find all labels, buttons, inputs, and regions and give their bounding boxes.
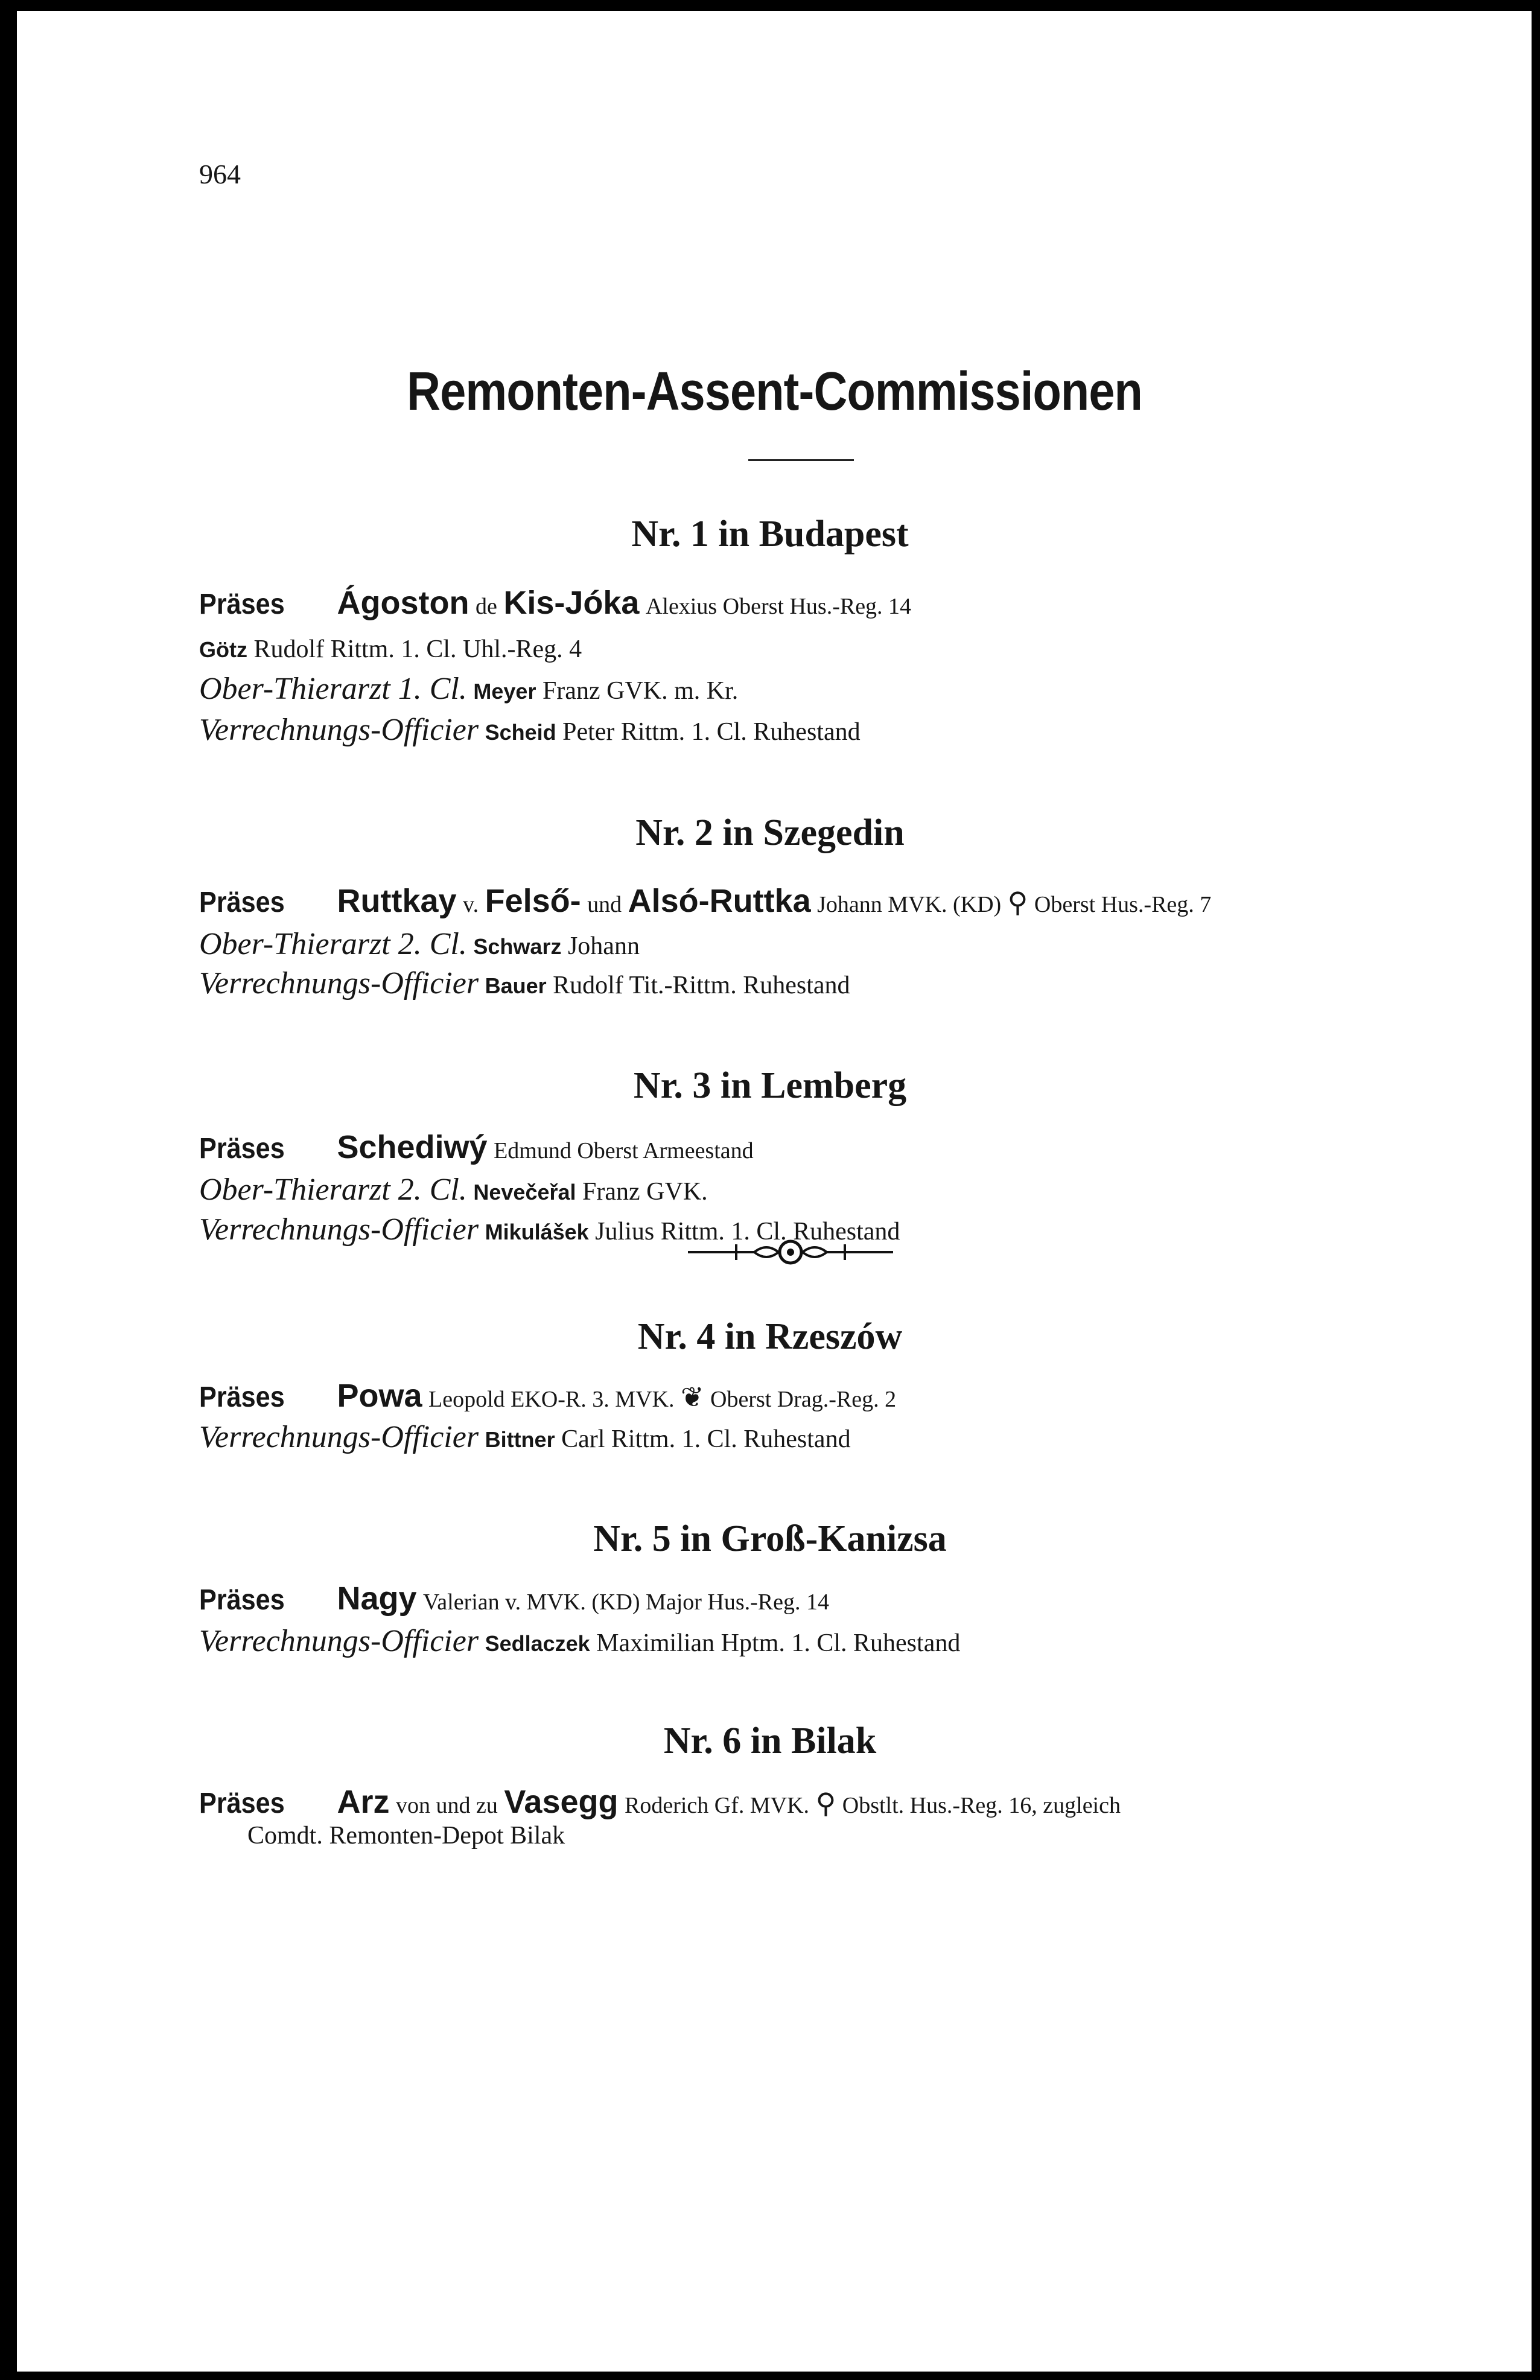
officier-name: Bittner (485, 1427, 555, 1452)
officier-label: Verrechnungs-Officier (199, 713, 479, 747)
section-heading-bilak: Nr. 6 in Bilak (663, 1720, 877, 1761)
officier-details: Julius Rittm. 1. Cl. Ruhestand (595, 1218, 900, 1246)
praeses-place: Felső- (485, 883, 581, 919)
officier-name: Scheid (485, 720, 556, 745)
scan-border-bottom (0, 2372, 1540, 2380)
praeses-particle: de (475, 594, 497, 619)
praeses-rank: Oberst Hus.-Reg. 7 (1034, 892, 1212, 917)
officier-details: Rudolf Tit.-Rittm. Ruhestand (553, 972, 850, 999)
praeses-details: Edmund Oberst Armeestand (494, 1138, 754, 1163)
section-heading-lemberg: Nr. 3 in Lemberg (633, 1065, 907, 1106)
praeses-surname: Arz (337, 1784, 390, 1820)
officier-line-gross-kanizsa (199, 1623, 960, 1659)
praeses-particle: v. (463, 892, 479, 917)
officier-line-szegedin (199, 966, 850, 1001)
officier-label: Verrechnungs-Officier (199, 1212, 479, 1247)
praeses-rank: Obstlt. Hus.-Reg. 16, zugleich (842, 1793, 1121, 1818)
praeses-place: Kis-Jóka (503, 585, 640, 621)
praeses-line-budapest (199, 584, 911, 622)
praeses-label: Präses (199, 1133, 285, 1165)
page-number: 964 (199, 159, 241, 189)
praeses-place: Vasegg (504, 1784, 619, 1820)
praeses-particle-und: und (587, 892, 622, 917)
thierarzt-name: Nevečeřal (473, 1180, 576, 1204)
praeses-label: Präses (199, 886, 285, 918)
section-heading-rzeszow: Nr. 4 in Rzeszów (637, 1316, 903, 1357)
officier-name: Mikulášek (485, 1220, 589, 1244)
member-line-budapest (199, 635, 582, 664)
praeses-rank: Oberst Drag.-Reg. 2 (710, 1387, 897, 1412)
praeses-surname: Powa (337, 1378, 422, 1414)
officier-label: Verrechnungs-Officier (199, 1624, 479, 1658)
praeses-details: Alexius Oberst Hus.-Reg. 14 (645, 594, 912, 619)
praeses-details: Johann MVK. (KD) (817, 892, 1002, 917)
thierarzt-line-budapest (199, 671, 738, 707)
praeses-place-2: Alsó-Ruttka (628, 883, 811, 919)
officier-details: Carl Rittm. 1. Cl. Ruhestand (561, 1425, 851, 1453)
thierarzt-line-lemberg (199, 1172, 708, 1208)
officier-label: Verrechnungs-Officier (199, 1420, 479, 1454)
officier-line-budapest (199, 712, 861, 748)
officier-name: Bauer (485, 973, 547, 998)
praeses-surname: Ágoston (337, 585, 469, 621)
praeses-line-lemberg (199, 1128, 754, 1166)
thierarzt-label: Ober-Thierarzt 2. Cl. (199, 1172, 467, 1207)
scan-border-left (0, 0, 17, 2380)
praeses-details: Valerian v. MVK. (KD) Major Hus.-Reg. 14 (423, 1589, 830, 1615)
thierarzt-details: Franz GVK. m. Kr. (542, 677, 739, 705)
end-ornament-icon (688, 1231, 893, 1273)
section-heading-gross-kanizsa: Nr. 5 in Groß-Kanizsa (593, 1518, 947, 1559)
thierarzt-line-szegedin (199, 926, 640, 962)
praeses-line-szegedin (199, 882, 1211, 920)
praeses-continuation-bilak: Comdt. Remonten-Depot Bilak (247, 1822, 565, 1850)
scan-border-right (1532, 0, 1540, 2380)
praeses-surname: Ruttkay (337, 883, 457, 919)
thierarzt-name: Meyer (473, 679, 536, 704)
thierarzt-label: Ober-Thierarzt 2. Cl. (199, 927, 467, 961)
thierarzt-details: Johann (567, 932, 640, 960)
praeses-details: Leopold EKO-R. 3. MVK. (428, 1387, 675, 1412)
praeses-line-gross-kanizsa (199, 1580, 829, 1617)
praeses-label: Präses (199, 588, 285, 620)
section-heading-szegedin: Nr. 2 in Szegedin (635, 812, 905, 853)
thierarzt-name: Schwarz (473, 934, 562, 959)
member-name: Götz (199, 637, 247, 662)
praeses-line-bilak (199, 1783, 1121, 1821)
thierarzt-label: Ober-Thierarzt 1. Cl. (199, 672, 467, 706)
praeses-surname: Schediwý (337, 1129, 488, 1165)
decoration-icon: ⚲ (1007, 887, 1028, 918)
scan-border-top (0, 0, 1540, 11)
praeses-label: Präses (199, 1584, 285, 1616)
decoration-icon: ❦ (680, 1382, 704, 1413)
thierarzt-details: Franz GVK. (582, 1178, 708, 1206)
praeses-details: Roderich Gf. MVK. (625, 1793, 810, 1818)
page-title: Remonten-Assent-Commissionen (407, 361, 1142, 422)
praeses-label: Präses (199, 1381, 285, 1413)
member-details: Rudolf Rittm. 1. Cl. Uhl.-Reg. 4 (253, 635, 582, 663)
officier-name: Sedlaczek (485, 1631, 590, 1656)
praeses-line-rzeszow (199, 1377, 896, 1414)
decoration-icon: ⚲ (815, 1788, 836, 1819)
title-divider (748, 459, 854, 461)
officier-details: Peter Rittm. 1. Cl. Ruhestand (562, 718, 861, 746)
officier-line-rzeszow (199, 1419, 851, 1455)
praeses-label: Präses (199, 1787, 285, 1819)
officier-label: Verrechnungs-Officier (199, 966, 479, 1001)
officier-details: Maximilian Hptm. 1. Cl. Ruhestand (596, 1629, 961, 1657)
praeses-surname: Nagy (337, 1580, 417, 1617)
praeses-particle: von und zu (396, 1793, 498, 1818)
section-heading-budapest: Nr. 1 in Budapest (631, 514, 909, 555)
